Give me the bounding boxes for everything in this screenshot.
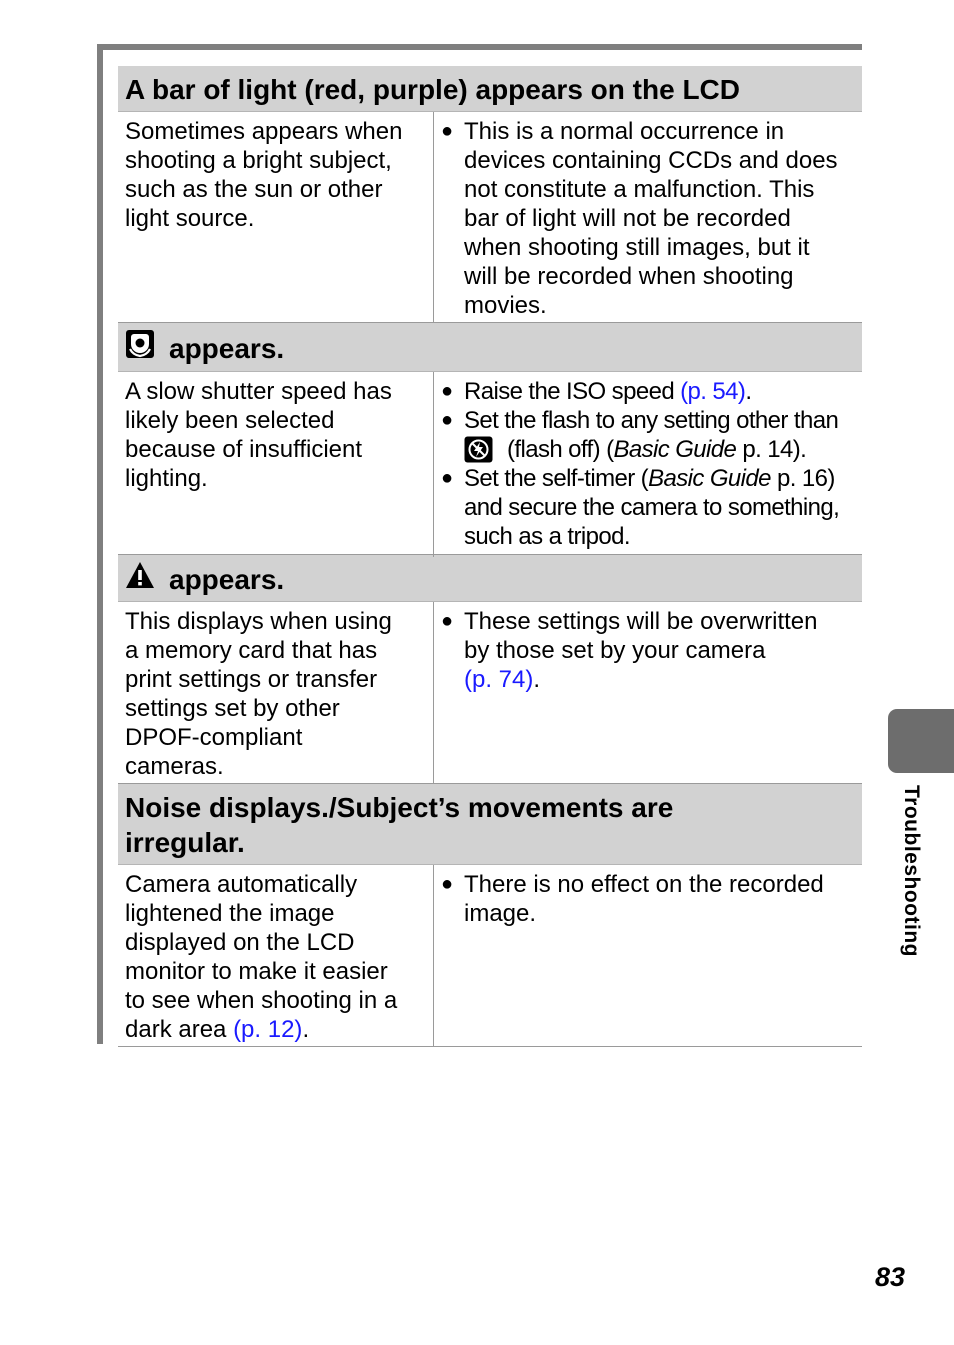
remedy-line (464, 435, 854, 464)
remedy-line: These settings will be overwritten (464, 608, 818, 635)
heading-text: A bar of light (red, purple) appears on the LCD (125, 74, 740, 105)
remedy-line: by those set by your camera (464, 637, 766, 664)
remedy-line: and secure the camera to something, (464, 494, 840, 521)
cause-line: This displays when using (125, 608, 392, 635)
remedy-bullet (441, 406, 854, 464)
cause-line: dark area (125, 1016, 234, 1043)
remedy-text: p. 14). (736, 436, 807, 463)
bullet-icon: ● (441, 467, 453, 489)
cause-line: Camera automatically (125, 871, 358, 898)
chapter-tab (888, 709, 954, 773)
section-warning (118, 555, 862, 784)
page-link[interactable]: (p. 74) (464, 666, 534, 693)
heading-text: irregular. (125, 827, 245, 858)
page-number: 83 (875, 1262, 906, 1292)
section-camera-shake (118, 323, 862, 555)
cause-line: light source. (125, 205, 255, 232)
page-link[interactable]: (p. 12) (233, 1016, 303, 1043)
cause-line: because of insufficient (125, 436, 363, 463)
cause-line: cameras. (125, 753, 224, 780)
cause-line: lightened the image (125, 900, 335, 927)
remedy-cell (434, 372, 862, 557)
remedy-bullet (441, 377, 854, 406)
top-rule (97, 44, 862, 50)
cause-line: likely been selected (125, 407, 335, 434)
remedy-line: when shooting still images, but it (464, 234, 810, 261)
cause-line: A slow shutter speed has (125, 378, 392, 405)
remedy-bullet (441, 870, 854, 928)
remedy-cell (434, 865, 862, 1046)
section-row (118, 602, 862, 784)
section-row (118, 372, 862, 557)
section-heading (118, 784, 862, 865)
section-heading (118, 555, 862, 602)
section-heading (118, 66, 862, 112)
cause-line: to see when shooting in a (125, 987, 398, 1014)
section-row (118, 112, 862, 322)
remedy-text: . (745, 378, 752, 405)
remedy-cell (434, 602, 862, 784)
left-rule (97, 44, 103, 1044)
section-row (118, 865, 862, 1046)
cause-line: a memory card that has (125, 637, 378, 664)
bullet-icon: ● (441, 120, 454, 142)
remedy-line: Set the flash to any setting other than (464, 407, 839, 434)
heading-text: appears. (169, 332, 285, 364)
cause-cell (118, 372, 434, 557)
remedy-line: devices containing CCDs and does (464, 147, 838, 174)
remedy-line: movies. (464, 292, 547, 319)
remedy-line: such as a tripod. (464, 523, 630, 550)
page-link[interactable]: (p. 54) (680, 378, 746, 405)
cause-line: shooting a bright subject, (125, 147, 392, 174)
cause-cell (118, 112, 434, 322)
heading-text: Noise displays./Subject’s movements are (125, 792, 674, 823)
heading-text: appears. (169, 563, 285, 595)
remedy-line: There is no effect on the recorded (464, 871, 824, 898)
remedy-bullet (441, 464, 854, 551)
remedy-bullet (441, 117, 854, 320)
cause-line: settings set by other (125, 695, 340, 722)
cause-line: such as the sun or other (125, 176, 383, 203)
cause-line: DPOF-compliant (125, 724, 303, 751)
cause-line: print settings or transfer (125, 666, 378, 693)
cause-text: . (302, 1016, 310, 1043)
section-noise (118, 784, 862, 1047)
flash-off-icon (464, 436, 493, 463)
bullet-icon: ● (441, 873, 454, 895)
remedy-line: bar of light will not be recorded (464, 205, 791, 232)
cause-cell (118, 602, 434, 784)
cause-line: lighting. (125, 465, 208, 492)
section-heading (118, 323, 862, 372)
remedy-text: . (533, 666, 541, 693)
troubleshooting-table (118, 66, 862, 1047)
remedy-line: not constitute a malfunction. This (464, 176, 815, 203)
remedy-bullet (441, 607, 854, 694)
bullet-icon: ● (441, 610, 454, 632)
cause-line: displayed on the LCD (125, 929, 355, 956)
remedy-cell (434, 112, 862, 322)
cause-cell (118, 865, 434, 1046)
guide-ref: Basic Guide (648, 465, 771, 492)
bullet-icon: ● (441, 380, 453, 402)
camera-shake-icon (125, 329, 155, 367)
remedy-line: will be recorded when shooting (464, 263, 794, 290)
guide-ref: Basic Guide (613, 436, 737, 463)
chapter-label: Troubleshooting (900, 785, 923, 957)
warning-icon (125, 561, 155, 597)
section-bar-of-light (118, 66, 862, 323)
remedy-text: Raise the ISO speed (464, 378, 681, 405)
cause-line: Sometimes appears when (125, 118, 403, 145)
remedy-line: image. (464, 900, 537, 927)
cause-line: monitor to make it easier (125, 958, 388, 985)
remedy-text: p. 16) (770, 465, 835, 492)
bullet-icon: ● (441, 409, 453, 431)
remedy-line: This is a normal occurrence in (464, 118, 785, 145)
remedy-text: Set the self-timer ( (464, 465, 649, 492)
remedy-text: (flash off) ( (507, 436, 614, 463)
